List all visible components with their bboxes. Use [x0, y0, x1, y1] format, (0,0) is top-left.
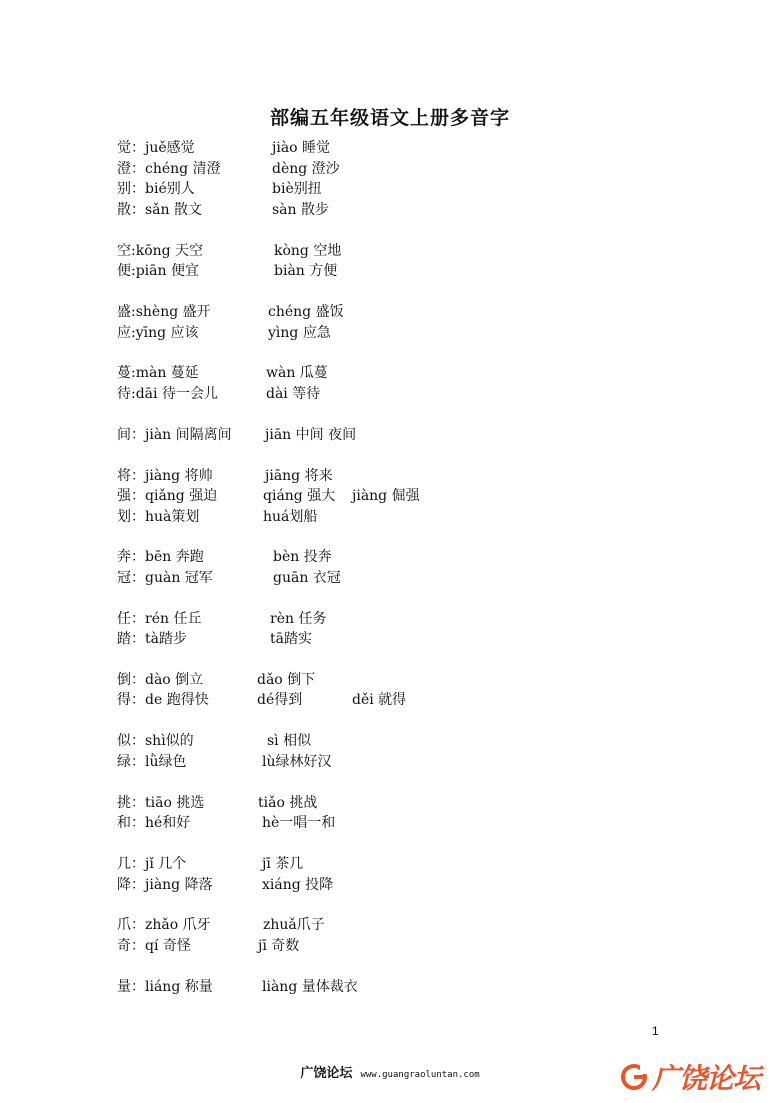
entry-reading-3: jiàng 倔强 [352, 488, 420, 504]
entry-row [0, 690, 780, 710]
entry-reading-1: 空:kōng 天空 [117, 243, 204, 259]
entry-row [0, 302, 780, 322]
entry-row [0, 323, 780, 343]
logo-text: 广饶论坛 [652, 1062, 761, 1095]
entry-reading-1: 量：liáng 称量 [117, 979, 213, 995]
entry-reading-2: zhuǎ爪子 [263, 917, 325, 933]
entry-reading-1: 绿：lǜ绿色 [117, 754, 187, 770]
entry-reading-2: hè一唱一和 [262, 815, 336, 831]
entry-row [0, 629, 780, 649]
entry-row [0, 384, 780, 404]
entry-row [0, 813, 780, 833]
entry-row [0, 936, 780, 956]
footer-url: www.guangraoluntan.com [360, 1070, 480, 1080]
entry-reading-1: 和：hé和好 [117, 815, 191, 831]
entry-reading-2: guān 衣冠 [273, 570, 341, 586]
entry-reading-2: biè别扭 [272, 181, 322, 197]
entry-reading-1: 挑：tiāo 挑选 [117, 795, 205, 811]
g-circle-logo-icon [620, 1063, 648, 1091]
entry-reading-2: kòng 空地 [274, 243, 342, 259]
entry-row [0, 466, 780, 486]
entry-row [0, 179, 780, 199]
entry-reading-1: 冠：guàn 冠军 [117, 570, 213, 586]
entry-reading-1: 应:yīng 应该 [117, 325, 199, 341]
entry-reading-3: děi 就得 [352, 692, 407, 708]
entry-row [0, 200, 780, 220]
entry-reading-2: chéng 盛饭 [268, 304, 344, 320]
entry-row [0, 486, 780, 506]
entry-reading-1: 几：jǐ 几个 [117, 856, 187, 872]
entry-reading-1: 将：jiàng 将帅 [117, 468, 213, 484]
entry-reading-1: 奔：bēn 奔跑 [117, 549, 204, 565]
entry-reading-2: jiào 睡觉 [272, 140, 331, 156]
entry-row [0, 731, 780, 751]
entry-reading-2: tā踏实 [270, 631, 312, 647]
entry-row [0, 670, 780, 690]
entry-reading-2: dé得到 [257, 692, 303, 708]
entry-row [0, 507, 780, 527]
entry-reading-1: 任：rén 任丘 [117, 611, 202, 627]
entry-row [0, 854, 780, 874]
entry-reading-2: rèn 任务 [270, 611, 327, 627]
entry-reading-1: 踏：tà踏步 [117, 631, 187, 647]
entry-reading-1: 澄：chéng 清澄 [117, 161, 221, 177]
entry-row [0, 977, 780, 997]
entry-reading-2: lù绿林好汉 [262, 754, 332, 770]
page-number: 1 [652, 1024, 659, 1038]
entry-reading-2: biàn 方便 [274, 263, 338, 279]
entry-reading-2: sì 相似 [267, 733, 312, 749]
entry-reading-1: 便:piān 便宜 [117, 263, 199, 279]
entry-reading-2: dài 等待 [266, 386, 321, 402]
entry-reading-2: tiǎo 挑战 [258, 795, 318, 811]
entry-reading-1: 奇：qí 奇怪 [117, 938, 191, 954]
entry-reading-2: jī 奇数 [258, 938, 300, 954]
entry-reading-1: 降：jiàng 降落 [117, 877, 213, 893]
entry-reading-2: jī 茶几 [262, 856, 304, 872]
entry-reading-2: dǎo 倒下 [257, 672, 316, 688]
entry-reading-2: wàn 瓜蔓 [266, 365, 328, 381]
entry-row [0, 609, 780, 629]
entry-reading-1: 爪：zhǎo 爪牙 [117, 917, 211, 933]
entry-row [0, 138, 780, 158]
entry-reading-1: 划：huà策划 [117, 509, 200, 525]
entry-reading-1: 蔓:màn 蔓延 [117, 365, 199, 381]
entry-reading-1: 间：jiàn 间隔离间 [117, 427, 232, 443]
entry-row [0, 425, 780, 445]
entry-row [0, 752, 780, 772]
entry-reading-1: 强：qiǎng 强迫 [117, 488, 218, 504]
entry-reading-2: jiān 中间 夜间 [265, 427, 357, 443]
entry-reading-1: 盛:shèng 盛开 [117, 304, 211, 320]
entry-reading-2: jiāng 将来 [265, 468, 333, 484]
entry-reading-2: bèn 投奔 [273, 549, 332, 565]
entry-reading-2: sàn 散步 [272, 202, 329, 218]
entry-reading-2: huá划船 [263, 509, 318, 525]
entry-row [0, 568, 780, 588]
entry-reading-1: 别：bié别人 [117, 181, 195, 197]
entry-reading-2: qiáng 强大 [263, 488, 336, 504]
entry-row [0, 363, 780, 383]
entry-row [0, 875, 780, 895]
entry-reading-1: 倒：dào 倒立 [117, 672, 204, 688]
site-logo [612, 1055, 780, 1099]
footer-site-name: 广饶论坛 [300, 1066, 353, 1081]
entry-row [0, 793, 780, 813]
entry-row [0, 915, 780, 935]
entry-row [0, 241, 780, 261]
entry-reading-1: 似：shì似的 [117, 733, 194, 749]
entry-row [0, 547, 780, 567]
entry-reading-1: 待:dāi 待一会儿 [117, 386, 218, 402]
entry-reading-2: xiáng 投降 [262, 877, 334, 893]
entry-row [0, 159, 780, 179]
entry-reading-1: 觉：juě感觉 [117, 140, 195, 156]
entry-row [0, 261, 780, 281]
entry-reading-2: yìng 应急 [268, 325, 331, 341]
entry-reading-1: 得：de 跑得快 [117, 692, 209, 708]
page-title: 部编五年级语文上册多音字 [269, 107, 510, 129]
entry-reading-2: liàng 量体裁衣 [262, 979, 358, 995]
entry-reading-2: dèng 澄沙 [272, 161, 340, 177]
entry-reading-1: 散：sǎn 散文 [117, 202, 202, 218]
